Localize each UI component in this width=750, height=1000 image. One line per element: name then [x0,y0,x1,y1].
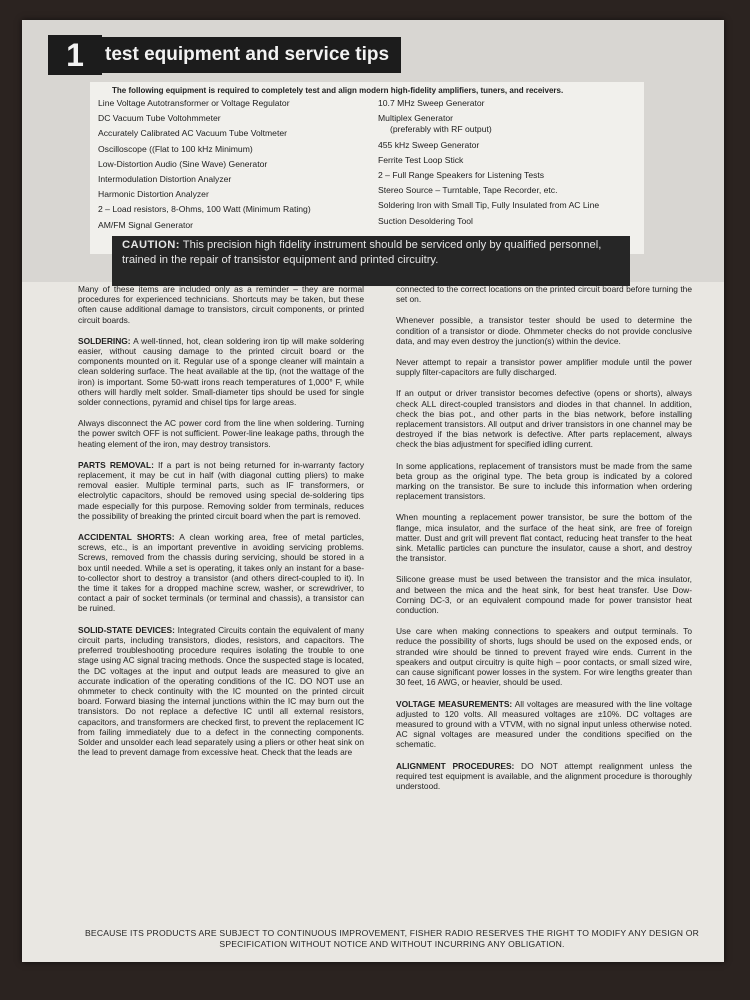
paragraph-text: All voltages are measured with the line voltage adjusted to 120 volts. All measured voltages are ±10%. DC voltages are measured to ground with a VTVM, with no signal input unless otherwise noted. AC signal voltages are measured under the conditions specified on the schematic. [396,698,692,750]
paragraph-heading: ACCIDENTAL SHORTS: [78,532,175,543]
equipment-item: AM/FM Signal Generator [98,219,194,230]
paragraph-heading: PARTS REMOVAL: [78,459,154,470]
equipment-item: Ferrite Test Loop Stick [378,154,464,165]
paragraph-text: Silicone grease must be used between the transistor and the mica insulator, and between the mica and the heat sink, for best heat transfer. Use Dow-Corning DC-3, or an equivalent compound made for power transistor heat conduction. [396,574,692,616]
equipment-list-box [90,82,644,254]
equipment-item: Intermodulation Distortion Analyzer [98,174,232,185]
paragraph [396,626,692,687]
paragraph [396,284,692,304]
text-column-right [396,284,692,802]
paragraph-text: Whenever possible, a transistor tester should be used to determine the condition of a transistor or diode. Ohmmeter checks do not provide conclusive data, and may even destroy the junction(s) within the device. [396,315,692,346]
paragraph-heading: SOLDERING: [78,335,131,346]
paragraph [396,461,692,502]
paragraph [78,284,364,325]
paragraph-soldering [78,336,364,407]
paragraph [78,418,364,449]
equipment-column-left [98,96,370,233]
paragraph-heading: SOLID-STATE DEVICES: [78,624,175,635]
paragraph-text: Never attempt to repair a transistor power amplifier module until the power supply filter-capacitors are fully discharged. [396,357,692,378]
equipment-item: Multiplex Generator [378,113,453,124]
paragraph-accidental-shorts [78,532,364,614]
equipment-item: Low-Distortion Audio (Sine Wave) Generator [98,158,268,169]
paragraph-text: Use care when making connections to speakers and output terminals. To reduce the possibility of shorts, lugs should be used on the exposed ends, or stranded wire should be tinned to prevent frayed wire ends. Current in the speakers and output circuitry is quite high – poor contacts, or small sized wire, can cause significant power losses in the system. For wire lengths greater than 30 feet, 16 AWG, or heavier, should be used. [396,626,692,688]
paragraph-text: If a part is not being returned for in-warranty factory replacement, it may be cut in half (with diagonal cutting pliers) to make removal easier. Multiple terminal parts, such as IF transformers, or electrolytic capacitors, should be removed using special de-soldering tips made especially for this purpose. Removing solder from terminals, reduces the possibility of breaking the printed circuit board when the part is removed. [78,459,365,521]
paragraph-heading: VOLTAGE MEASUREMENTS: [396,698,513,709]
paragraph-text: connected to the correct locations on the printed circuit board before turning the set on. [396,284,692,305]
paragraph-heading: ALIGNMENT PROCEDURES: [396,760,515,771]
equipment-item: Suction Desoldering Tool [378,215,473,226]
caution-banner [112,236,630,286]
equipment-item: Line Voltage Autotransformer or Voltage Regulator [98,98,290,108]
equipment-item: 2 – Load resistors, 8-Ohms, 100 Watt (Minimum Rating) [98,204,311,215]
equipment-item: Oscilloscope ((Flat to 100 kHz Minimum) [98,143,253,154]
section-number: 1 [48,35,102,75]
paragraph [396,574,692,615]
equipment-item: 455 kHz Sweep Generator [378,139,480,150]
paragraph-alignment-procedures [396,761,692,792]
equipment-item: 2 – Full Range Speakers for Listening Tests [378,170,545,181]
paragraph [396,315,692,346]
paragraph-voltage-measurements [396,699,692,750]
paragraph-text: Integrated Circuits contain the equivalent of many circuit parts, including transistors, diodes, resistors, and capacitors. The preferred troubleshooting procedure requires isolating the trouble to one stage using AC signal tracing methods. Once the suspected stage is located, the DC voltages at the input and output leads are measured to give an accurate indication of the operating conditions of the IC. DO NOT use an ohmmeter to check continuity with the IC mounted on the printed circuit board. Forward biasing the internal junctions within the IC may burn out the transistors. Do not replace a defective IC until all external resistors, capacitors, and transformers are checked first, to prevent the replacement IC from failing immediately due to a defect in the connecting components. Solder and unsolder each lead separately using a pliers or other heat sink on the lead to prevent damage from excessive heat. Check that the leads are [78,624,365,758]
equipment-item: Soldering Iron with Small Tip, Fully Insulated from AC Line [378,200,600,211]
paragraph-text: DO NOT attempt realignment unless the required test equipment is available, and the alignment procedure is thoroughly understood. [396,760,692,791]
paragraph-text: A clean working area, free of metal particles, screws, etc., is an important preventive in avoiding servicing problems. Screws, removed from the chassis during servicing, should be stored in a box until needed. While a set is operating, it takes only an instant for a base-to-collector short to destroy a transistor (and others direct-coupled to it). In the time it takes for a dropped machine screw, washer, or screwdriver, to contact a pair of socket terminals (or terminal and chassis), a transistor can be ruined. [78,532,364,614]
paragraph [396,388,692,449]
caution-text: This precision high fidelity instrument should be serviced only by qualified personnel, trained in the repair of transistor equipment and printed circuitry. [122,239,602,266]
paragraph-text: In some applications, replacement of transistors must be made from the same beta group as the original type. The beta group is indicated by a colored marking on the transistor. Be sure to include this information when ordering replacement transistors. [396,460,692,502]
manual-page [22,20,724,962]
caution-label: CAUTION: [122,239,180,251]
equipment-column-right [378,96,642,229]
text-column-left [78,284,364,768]
paragraph-text: Many of these items are included only as a reminder – they are normal procedures for experienced technicians. Shortcuts may be taken, but these often cause additional damage to transistors, circuit components, or printed circuit boards. [78,284,364,325]
paragraph-text: Always disconnect the AC power cord from the line when soldering. Turning the power switch OFF is not sufficient. Power-line leakage paths, through the heating element of the iron, may destroy transistors. [78,418,364,449]
paragraph-parts-removal [78,460,364,521]
equipment-item-note: (preferably with RF output) [390,124,492,135]
footer-notice: BECAUSE ITS PRODUCTS ARE SUBJECT TO CONTINUOUS IMPROVEMENT, FISHER RADIO RESERVES THE RIGHT TO MODIFY ANY DESIGN OR SPECIFICATION WITHOUT NOTICE AND WITHOUT INCURRING ANY OBLIGATION. [84,928,699,949]
equipment-item: Harmonic Distortion Analyzer [98,189,209,200]
paragraph [396,512,692,563]
paragraph-solid-state-devices [78,625,364,758]
paragraph-text: A well-tinned, hot, clean soldering iron tip will make soldering easier, without causing damage to the printed circuit board or the components mounted on it. Regular use of a sponge cleaner will maintain a clean soldering surface. The heat available at the tip, (not the wattage of the iron) is important. Some 50-watt irons reach temperatures of 1,000° F, while others will hardly melt solder. Small-diameter tips should be used for single solder connections, pyramid and chisel tips for large areas. [78,335,364,408]
equipment-item: DC Vacuum Tube Voltohmmeter [98,113,221,124]
equipment-item: Accurately Calibrated AC Vacuum Tube Voltmeter [98,128,287,139]
equipment-item: 10.7 MHz Sweep Generator [378,98,485,108]
paragraph-text: If an output or driver transistor becomes defective (opens or shorts), always check ALL direct-coupled transistors and diodes in that channel. In addition, check the bias pot., and other parts in the bias network, before installing replacement transistors. All output and driver transistors in one channel may be destroyed if the bias network is defective. After parts replacement, always check the bias adjustment for specified idling current. [396,388,692,450]
equipment-heading: The following equipment is required to completely test and align modern high-fidelity amplifiers, tuners, and receivers. [112,86,564,95]
paragraph [396,357,692,377]
section-title: test equipment and service tips [93,37,401,73]
paragraph-text: When mounting a replacement power transistor, be sure the bottom of the flange, mica insulator, and the surface of the heat sink, are free of foreign matter. Dust and grit will prevent flat contact, reducing heat transfer to the heat sink. Metallic particles can puncture the insulator, cause a short, and destroy the transistor. [396,512,692,564]
equipment-item: Stereo Source – Turntable, Tape Recorder, etc. [378,185,558,196]
